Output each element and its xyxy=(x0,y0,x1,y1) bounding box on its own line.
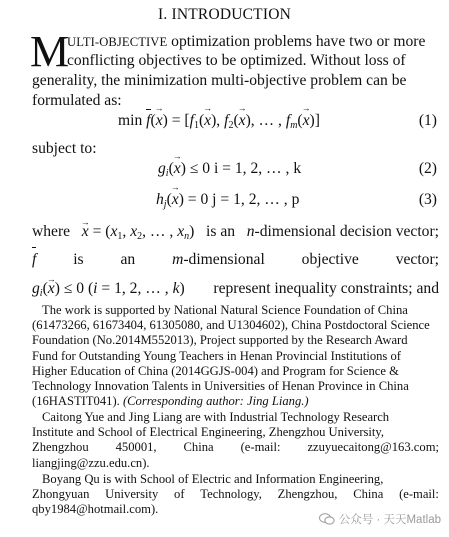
intro-paragraph xyxy=(32,71,439,111)
eq2-condition: ≤ 0 i = 1, 2, … , k xyxy=(189,160,302,177)
footnote-affiliation-1: Caitong Yue and Jing Liang are with Industrial Technology Research Institute and School of Electrical Engineering, Zhengzhou University, Zhengzhou 450001, China (e-mail: zzuyuecaitong@163.com; liangjing@zzu.edu.cn). xyxy=(32,410,439,470)
intro-line-1 xyxy=(67,32,439,53)
section-title: I. INTRODUCTION xyxy=(157,6,291,23)
corresponding-author: (Corresponding author: Jing Liang.) xyxy=(122,394,309,409)
where-line-3: $g_i(\to x) \le 0$ (i = 1, 2, … , k) represent inequality constraints; and xyxy=(32,279,439,304)
equation-3-number: (3) xyxy=(418,191,437,208)
equation-2: $g_i(\to x) \le 0$ i = 1, 2, … , k xyxy=(158,160,301,179)
footnote-funding: The work is supported by National Natural Science Foundation of China (61473266, 61673404, 61305080, and U1304602), China Postdoctoral Science Foundation (No.2014M552013), Project supported by the Research Award Fund for Outstanding Young Teachers in Henan Provincial Institutions of Higher Education of China (2014GGJS-004) and Program for Science & Technology Innovation Talents in Universities of Henan Province in China (16HASTIT041). (Corresponding author: Jing Liang.) xyxy=(32,303,430,409)
intro-line-4: formulated as: xyxy=(32,91,122,109)
subject-to-label: subject to: xyxy=(32,140,97,157)
intro-line-3: generality, the minimization multi-objective problem can be xyxy=(32,72,407,89)
where-line-1: where → $x = (x_1$, $x_2$, … , $x_n$) is an n-dimensional decision vector; xyxy=(32,222,439,247)
equation-2-number: (2) xyxy=(418,160,437,177)
equation-1: $\min f(\to x) = [f_1(\to x)$, $f_2(\to x)$, … , $f_m(\to x)$] xyxy=(118,112,320,131)
watermark xyxy=(319,511,441,527)
intro-line-1-rest: optimization problems have two or more xyxy=(167,33,426,50)
equation-3: $h_j(\to x) = 0$ j = 1, 2, … , p xyxy=(156,191,299,210)
eq3-condition: = 0 j = 1, 2, … , p xyxy=(187,191,300,208)
intro-line-2: conflicting objectives to be optimized. Without loss of xyxy=(67,52,406,69)
eq1-min: min xyxy=(118,112,147,129)
drop-cap: M xyxy=(30,27,70,76)
intro-smallcaps: ULTI-OBJECTIVE xyxy=(67,35,168,49)
where-line-2: f is an m-dimensional objective vector; xyxy=(32,251,439,268)
footnote-affiliation-2: Boyang Qu is with School of Electric and Information Engineering, Zhongyuan University of Technology, Zhengzhou, China (e-mail: qby1984@hotmail.com). xyxy=(32,472,439,517)
watermark-text: 公众号 · 天天Matlab xyxy=(338,514,441,526)
equation-1-number: (1) xyxy=(418,112,437,129)
wechat-icon xyxy=(319,513,335,525)
